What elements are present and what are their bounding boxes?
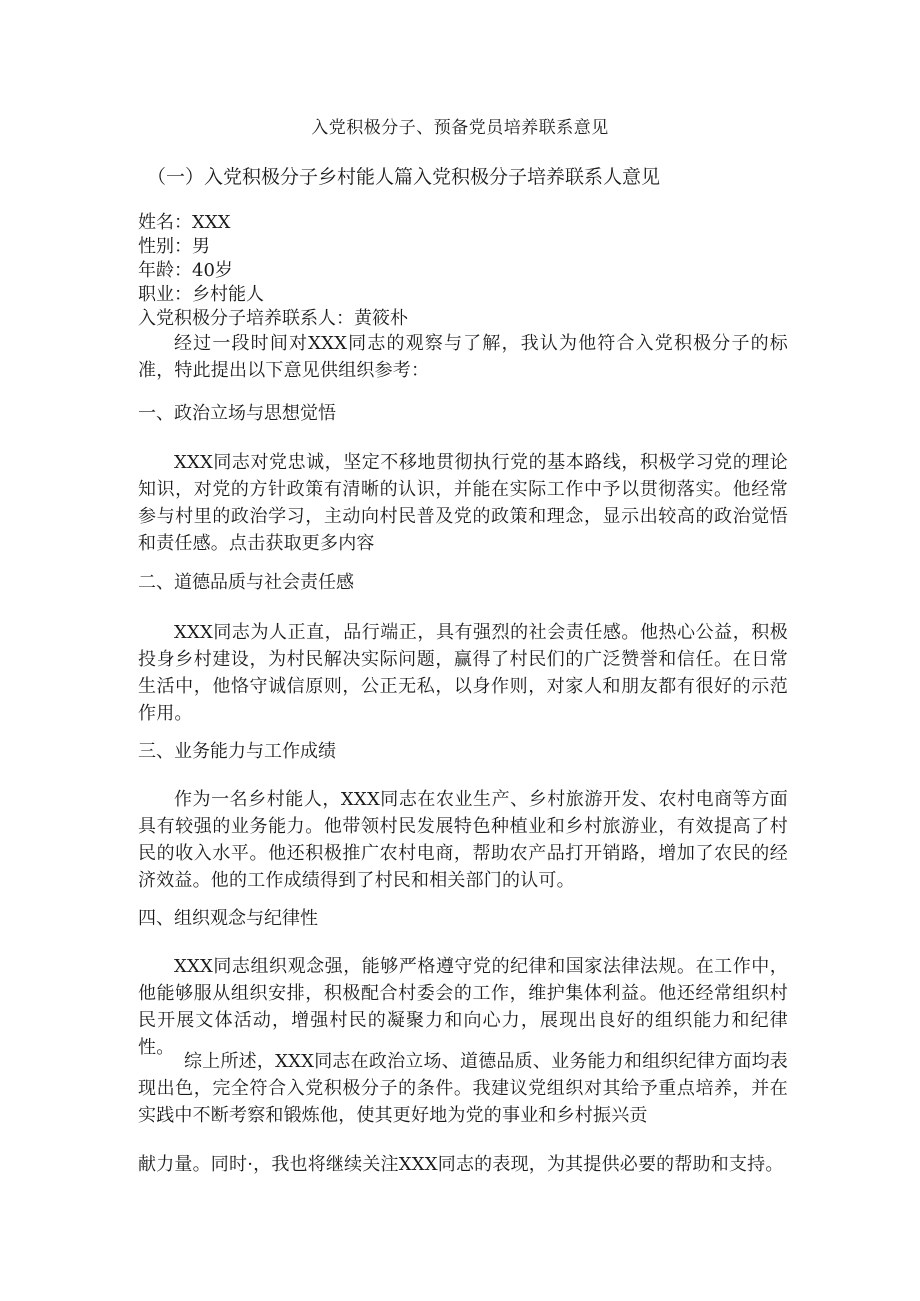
info-age: 年龄：40岁: [138, 260, 233, 281]
section-body: 作为一名乡村能人，XXX同志在农业生产、乡村旅游开发、农村电商等方面具有较强的业务能力。他带领村民发展特色种植业和乡村旅游业，有效提高了村民的收入水平。他还积极推广农村电商，帮助农产品打开销路，增加了农民的经济效益。他的工作成绩得到了村民和相关部门的认可。: [138, 789, 788, 891]
document-title: 入党积极分子、预备党员培养联系意见: [311, 118, 609, 138]
conclusion-continued: 献力量。同时·，我也将继续关注XXX同志的表现，为其提供必要的帮助和支持。: [138, 1154, 784, 1175]
info-gender: 性别：男: [138, 236, 210, 257]
section-heading: 二、道德品质与社会责任感: [138, 572, 354, 593]
section-heading: 一、政治立场与思想觉悟: [138, 403, 336, 424]
section-heading: 三、业务能力与工作成绩: [138, 741, 336, 762]
document-subtitle: （一）入党积极分子乡村能人篇入党积极分子培养联系人意见: [147, 166, 661, 188]
section-body: XXX同志为人正直，品行端正，具有强烈的社会责任感。他热心公益，积极投身乡村建设，为村民解决实际问题，赢得了村民们的广泛赞誉和信任。在日常生活中，他恪守诚信原则，公正无私，以身作则，对家人和朋友都有很好的示范作用。: [138, 622, 788, 724]
section-heading: 四、组织观念与纪律性: [138, 908, 318, 929]
info-occupation: 职业：乡村能人: [138, 284, 264, 305]
info-name: 姓名：XXX: [138, 212, 231, 233]
info-contact: 入党积极分子培养联系人：黄筱朴: [138, 308, 408, 329]
personal-info: [138, 211, 788, 331]
section-body: XXX同志对党忠诚，坚定不移地贯彻执行党的基本路线，积极学习党的理论知识，对党的方针政策有清晰的认识，并能在实际工作中予以贯彻落实。他经常参与村里的政治学习，主动向村民普及党的政策和理念，显示出较高的政治觉悟和责任感。点击获取更多内容: [138, 452, 788, 554]
section-body: XXX同志组织观念强，能够严格遵守党的纪律和国家法律法规。在工作中，他能够服从组织安排，积极配合村委会的工作，维护集体利益。他还经常组织村民开展文体活动，增强村民的凝聚力和向心力，展现出良好的组织能力和纪律性。: [138, 956, 788, 1058]
conclusion-paragraph: 综上所述，XXX同志在政治立场、道德品质、业务能力和组织纪律方面均表现出色，完全符合入党积极分子的条件。我建议党组织对其给予重点培养，并在实践中不断考察和锻炼他，使其更好地为党的事业和乡村振兴贡: [138, 1051, 788, 1126]
intro-paragraph: 经过一段时间对XXX同志的观察与了解，我认为他符合入党积极分子的标准，特此提出以下意见供组织参考：: [138, 333, 788, 381]
